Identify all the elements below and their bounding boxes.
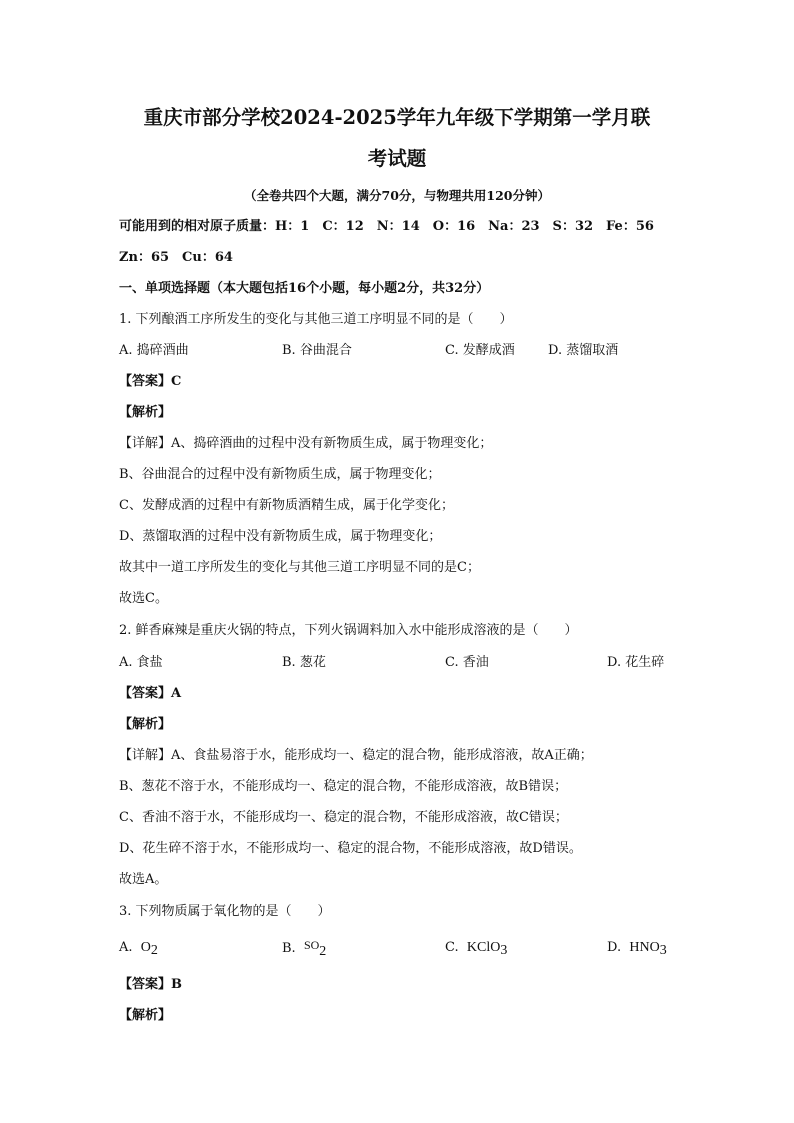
atomic-masses-line1: 可能用到的相对原子质量：H：1 C：12 N：14 O：16 Na：23 S：32 Fe：56: [119, 219, 654, 234]
q3-option-a-label: A.: [119, 940, 133, 955]
q2-detail-line: B、葱花不溶于水，不能形成均一、稳定的混合物，不能形成溶液，故B错误；: [119, 779, 568, 794]
section-heading: 一、单项选择题（本大题包括16个小题，每小题2分，共32分）: [119, 281, 490, 296]
page-title-line2: 考试题: [367, 147, 427, 170]
q3-option-c: [445, 939, 507, 957]
q3-option-b-formula: SO: [303, 938, 320, 952]
q2-detail-line: C、香油不溶于水，不能形成均一、稳定的混合物，不能形成溶液，故C错误；: [119, 810, 568, 825]
q3-option-a: [119, 939, 158, 957]
q2-answer: 【答案】A: [119, 686, 182, 701]
q2-option-b: B. 葱花: [282, 655, 326, 670]
q3-option-d-subscript: 3: [659, 943, 667, 958]
q1-detail-line: 故选C。: [119, 591, 168, 606]
q2-option-a: A. 食盐: [119, 655, 163, 670]
q3-option-b-label: B.: [282, 941, 296, 956]
page-title-line1: 重庆市部分学校2024-2025学年九年级下学期第一学月联: [143, 106, 651, 129]
q1-option-c: C. 发酵成酒: [445, 343, 515, 358]
q3-option-c-label: C.: [445, 940, 459, 955]
q3-option-d: [607, 939, 667, 957]
question-1-stem: 1. 下列酿酒工序所发生的变化与其他三道工序明显不同的是（ ）: [119, 312, 513, 327]
q2-detail-line: 【详解】A、食盐易溶于水，能形成均一、稳定的混合物，能形成溶液，故A正确；: [119, 748, 593, 763]
question-3-stem: 3. 下列物质属于氧化物的是（ ）: [119, 904, 331, 919]
q2-detail-line: 故选A。: [119, 872, 168, 887]
q1-detail-line: 【详解】A、捣碎酒曲的过程中没有新物质生成，属于物理变化；: [119, 436, 493, 451]
question-2-options: [119, 654, 679, 672]
question-1-options: [119, 342, 679, 360]
q1-analysis-label: 【解析】: [119, 405, 172, 420]
q3-option-b: [282, 939, 326, 958]
q3-analysis-label: 【解析】: [119, 1008, 172, 1023]
atomic-masses-line2: Zn：65 Cu：64: [119, 250, 233, 265]
q3-option-a-formula: O: [140, 940, 151, 955]
q1-detail-line: 故其中一道工序所发生的变化与其他三道工序明显不同的是C；: [119, 560, 480, 575]
q3-option-a-subscript: 2: [150, 943, 158, 958]
q3-answer: 【答案】B: [119, 977, 182, 992]
q3-option-c-subscript: 3: [500, 943, 508, 958]
question-3-options: [119, 939, 679, 957]
q1-option-d: D. 蒸馏取酒: [548, 343, 619, 358]
q1-detail-line: B、谷曲混合的过程中没有新物质生成，属于物理变化；: [119, 467, 441, 482]
q3-option-b-subscript: 2: [319, 944, 327, 959]
q3-option-c-formula: KClO: [466, 940, 501, 955]
q1-answer: 【答案】C: [119, 374, 182, 389]
q1-option-b: B. 谷曲混合: [282, 343, 352, 358]
q2-option-d: D. 花生碎: [607, 655, 665, 670]
q2-analysis-label: 【解析】: [119, 717, 172, 732]
q1-option-a: A. 捣碎酒曲: [119, 343, 189, 358]
q1-detail-line: C、发酵成酒的过程中有新物质酒精生成，属于化学变化；: [119, 498, 454, 513]
q2-option-c: C. 香油: [445, 655, 489, 670]
q3-option-d-formula: HNO: [629, 940, 660, 955]
q1-detail-line: D、蒸馏取酒的过程中没有新物质生成，属于物理变化；: [119, 529, 442, 544]
q3-option-d-label: D.: [607, 940, 622, 955]
exam-subtitle: （全卷共四个大题，满分70分，与物理共用120分钟）: [244, 188, 550, 203]
question-2-stem: 2. 鲜香麻辣是重庆火锅的特点，下列火锅调料加入水中能形成溶液的是（ ）: [119, 623, 578, 638]
q2-detail-line: D、花生碎不溶于水，不能形成均一、稳定的混合物，不能形成溶液，故D错误。: [119, 841, 582, 856]
